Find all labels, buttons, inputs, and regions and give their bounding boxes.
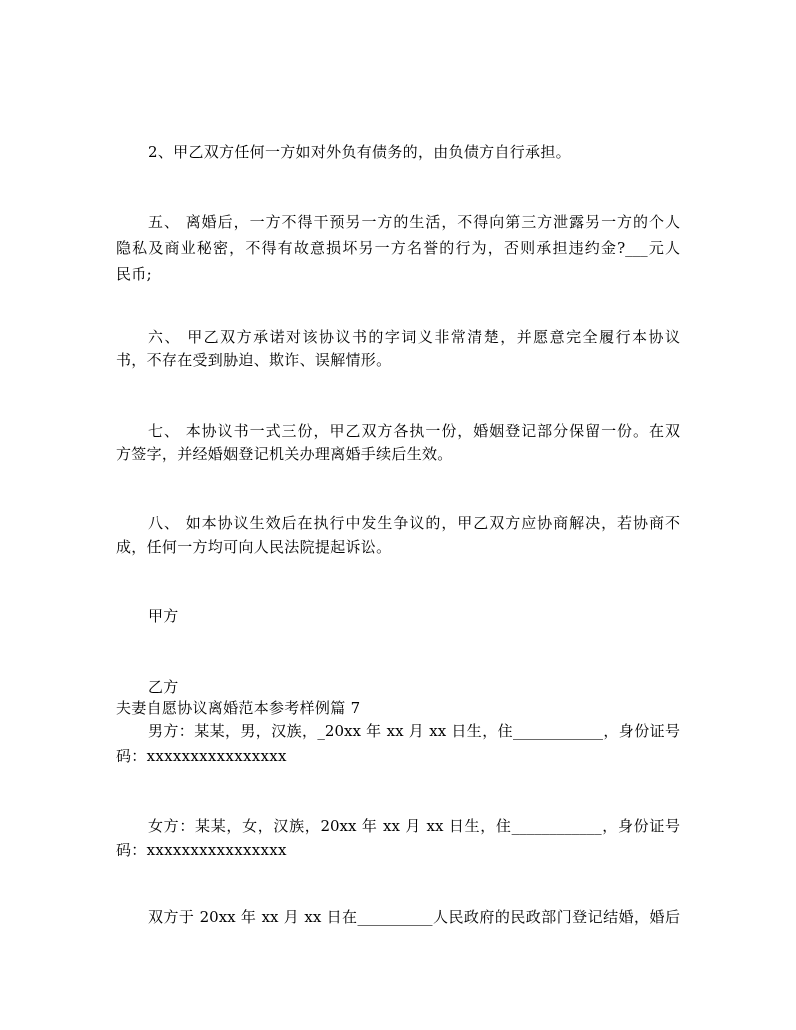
clause-six-line-1: 六、 甲乙双方承诺对该协议书的字词义非常清楚，并愿意完全履行本协议 xyxy=(148,328,680,346)
male-party-line-1: 男方：某某，男，汉族，_20xx 年 xx 月 xx 日生，住____________，身份证号 xyxy=(148,722,680,740)
section-title: 夫妻自愿协议离婚范本参考样例篇 7 xyxy=(116,699,361,717)
clause-five-line-1: 五、 离婚后，一方不得干预另一方的生活，不得向第三方泄露另一方的个人 xyxy=(148,213,680,231)
debt-clause-text: 2、甲乙双方任何一方如对外负有债务的，由负债方自行承担。 xyxy=(148,143,571,161)
marriage-registration-line: 双方于 20xx 年 xx 月 xx 日在__________人民政府的民政部门登记结婚，婚后 xyxy=(148,908,680,926)
clause-eight-line-2: 成，任何一方均可向人民法院提起诉讼。 xyxy=(116,538,392,556)
clause-five-line-3: 民币; xyxy=(116,265,152,283)
clause-five-line-2: 隐私及商业秘密，不得有故意损坏另一方名誉的行为，否则承担违约金?___元人 xyxy=(116,239,680,257)
female-party-line-2: 码：xxxxxxxxxxxxxxxx xyxy=(116,841,287,859)
clause-seven-line-1: 七、 本协议书一式三份，甲乙双方各执一份，婚姻登记部分保留一份。在双 xyxy=(148,422,680,440)
female-party-line-1: 女方：某某，女，汉族，20xx 年 xx 月 xx 日生，住____________，身份证号 xyxy=(148,817,680,835)
male-party-line-2: 码：xxxxxxxxxxxxxxxx xyxy=(116,747,287,765)
clause-six-line-2: 书，不存在受到胁迫、欺诈、误解情形。 xyxy=(116,351,392,369)
clause-eight-line-1: 八、 如本协议生效后在执行中发生争议的，甲乙双方应协商解决，若协商不 xyxy=(148,514,680,532)
clause-seven-line-2: 方签字，并经婚姻登记机关办理离婚手续后生效。 xyxy=(116,445,453,463)
party-b-label: 乙方 xyxy=(148,678,179,696)
party-a-label: 甲方 xyxy=(148,607,179,625)
